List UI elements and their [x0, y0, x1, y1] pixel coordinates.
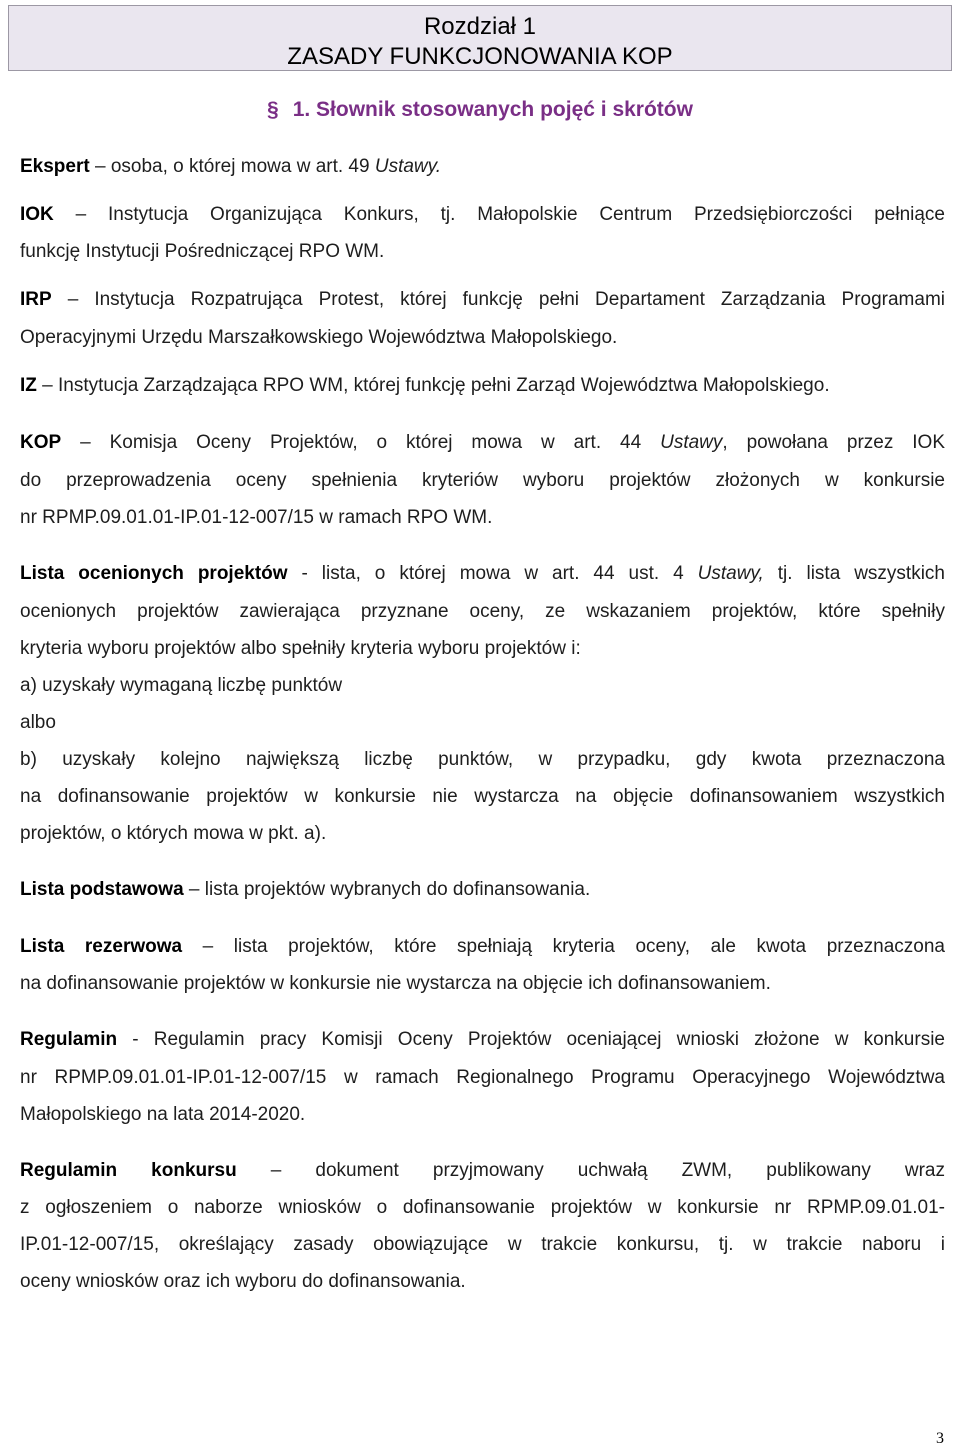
term-iz: IZ — [20, 375, 37, 396]
definition-regulamin-konkursu-line1 — [20, 1159, 945, 1183]
definition-lista-podstawowa — [20, 878, 945, 902]
section-heading — [0, 97, 960, 123]
definition-lista-ocenionych-line2: ocenionych projektów zawierająca przyznane oceny, ze wskazaniem projektów, które spełniły — [20, 601, 945, 622]
definition-text: – osoba, o której mowa w art. 49 — [89, 156, 375, 177]
term-iok: IOK — [20, 204, 54, 225]
paragraph-sign: § — [267, 98, 279, 121]
term-lista-podstawowa: Lista podstawowa — [20, 879, 184, 900]
definition-lista-rezerwowa-line1 — [20, 935, 945, 959]
term-regulamin-konkursu: Regulamin konkursu — [20, 1160, 237, 1181]
definition-lista-ocenionych-line4: a) uzyskały wymaganą liczbę punktów — [20, 675, 343, 696]
term-kop: KOP — [20, 432, 62, 453]
term-ekspert: Ekspert — [20, 156, 90, 177]
definition-text: - lista, o której mowa w art. 44 ust. 4 — [287, 563, 698, 584]
definition-lista-ocenionych-line8: projektów, o których mowa w pkt. a). — [20, 823, 327, 844]
chapter-title-box — [8, 5, 952, 71]
definition-text: – Komisja Oceny Projektów, o której mowa w art. 44 — [61, 432, 661, 453]
definition-lista-rezerwowa-line2: na dofinansowanie projektów w konkursie nie wystarcza na objęcie ich dofinansowaniem. — [20, 973, 771, 994]
definition-regulamin-konkursu-line4: oceny wniosków oraz ich wyboru do dofinansowania. — [20, 1271, 466, 1292]
definition-text: tj. lista wszystkich — [763, 563, 945, 584]
definition-lista-ocenionych-line5: albo — [20, 712, 56, 733]
definition-regulamin-line1 — [20, 1028, 945, 1052]
term-regulamin: Regulamin — [20, 1029, 118, 1050]
definition-text: – Instytucja Rozpatrująca Protest, której funkcję pełni Departament Zarządzania Programami — [51, 289, 945, 310]
definition-irp-line1 — [20, 288, 945, 312]
page-number: 3 — [936, 1430, 944, 1447]
definition-lista-ocenionych-line6: b) uzyskały kolejno największą liczbę punktów, w przypadku, gdy kwota przeznaczona — [20, 749, 945, 770]
definition-kop-line3: nr RPMP.09.01.01-IP.01-12-007/15 w ramach RPO WM. — [20, 507, 493, 528]
definition-text: – Instytucja Organizująca Konkurs, tj. Małopolskie Centrum Przedsiębiorczości pełniące — [53, 204, 945, 225]
definition-regulamin-konkursu-line3: IP.01-12-007/15, określający zasady obowiązujące w trakcie konkursu, tj. w trakcie naboru i — [20, 1234, 945, 1255]
definition-lista-ocenionych-line1 — [20, 562, 945, 586]
definition-text-italic: Ustawy, — [697, 563, 764, 584]
section-title: 1. Słownik stosowanych pojęć i skrótów — [292, 98, 693, 121]
definition-text-italic: Ustawy. — [374, 156, 442, 177]
definition-regulamin-line3: Małopolskiego na lata 2014-2020. — [20, 1104, 306, 1125]
chapter-number: Rozdział 1 — [423, 13, 537, 40]
definition-ekspert — [20, 155, 945, 179]
term-lista-rezerwowa: Lista rezerwowa — [20, 936, 183, 957]
definition-irp-line2: Operacyjnymi Urzędu Marszałkowskiego Województwa Małopolskiego. — [20, 327, 618, 348]
definition-iok-line1 — [20, 203, 945, 227]
definition-regulamin-line2: nr RPMP.09.01.01-IP.01-12-007/15 w ramach Regionalnego Programu Operacyjnego Województwa — [20, 1067, 945, 1088]
definition-text: - Regulamin pracy Komisji Oceny Projektów oceniającej wnioski złożone w konkursie — [117, 1029, 945, 1050]
definition-kop-line1 — [20, 431, 945, 455]
definition-text: – lista projektów, które spełniają kryteria oceny, ale kwota przeznaczona — [182, 936, 945, 957]
term-lista-ocenionych: Lista ocenionych projektów — [20, 563, 288, 584]
definition-lista-ocenionych-line7: na dofinansowanie projektów w konkursie nie wystarcza na objęcie dofinansowaniem wszystkich — [20, 786, 945, 807]
definition-iz-line1 — [20, 374, 945, 398]
definition-text: , powołana przez IOK — [722, 432, 945, 453]
definition-lista-ocenionych-line3: kryteria wyboru projektów albo spełniły kryteria wyboru projektów i: — [20, 638, 581, 659]
term-irp: IRP — [20, 289, 52, 310]
definition-text-italic: Ustawy — [660, 432, 723, 453]
definition-iok-line2: funkcję Instytucji Pośredniczącej RPO WM. — [20, 241, 385, 262]
definition-kop-line2: do przeprowadzenia oceny spełnienia kryteriów wyboru projektów złożonych w konkursie — [20, 470, 945, 491]
definition-text: – dokument przyjmowany uchwałą ZWM, publikowany wraz — [236, 1160, 945, 1181]
definition-regulamin-konkursu-line2: z ogłoszeniem o naborze wniosków o dofinansowanie projektów w konkursie nr RPMP.09.01.01- — [20, 1197, 945, 1218]
chapter-title: ZASADY FUNKCJONOWANIA KOP — [287, 43, 673, 70]
definition-text: – Instytucja Zarządzająca RPO WM, której funkcję pełni Zarząd Województwa Małopolskiego. — [36, 375, 830, 396]
definition-text: – lista projektów wybranych do dofinansowania. — [183, 879, 591, 900]
